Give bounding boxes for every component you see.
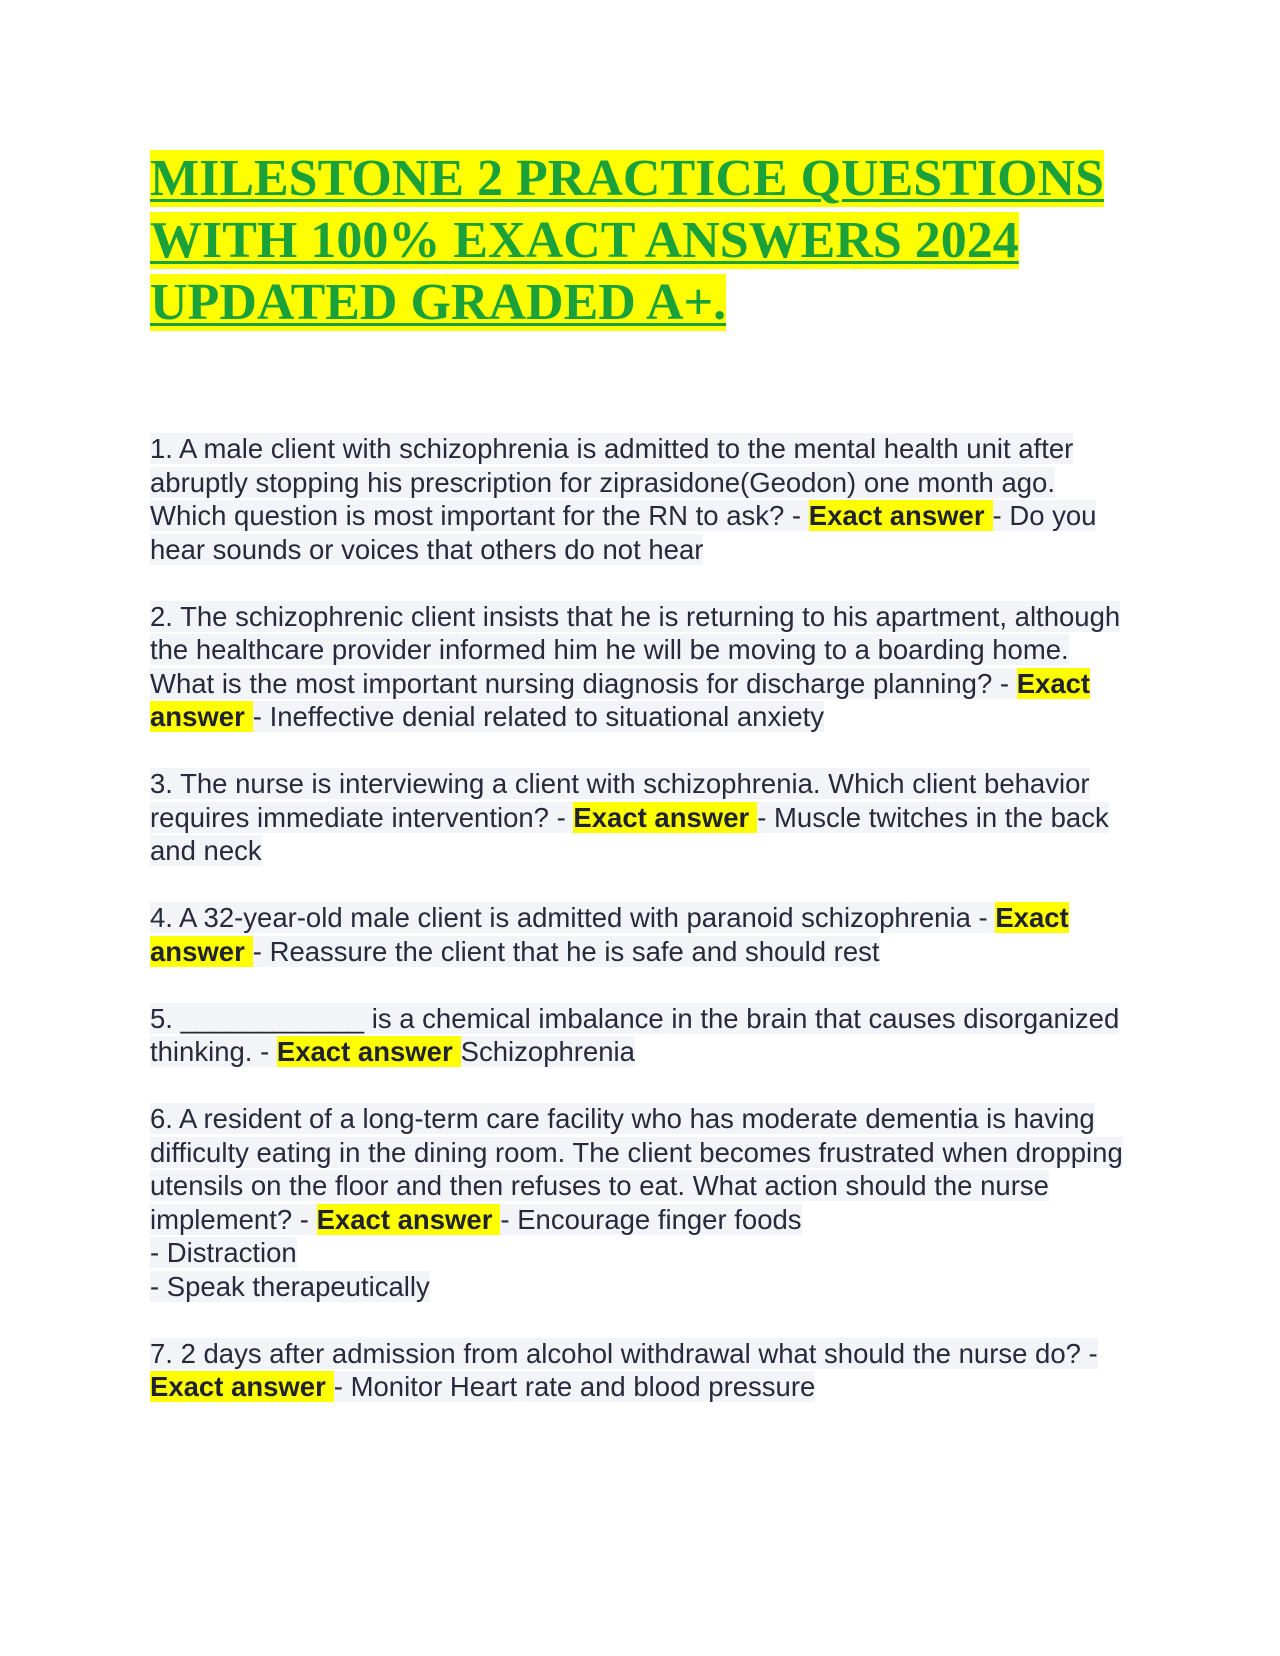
question-1 <box>150 432 1130 566</box>
document-title <box>150 148 1130 334</box>
question-text: 1. A male client with schizophrenia is admitted to the mental health unit after abruptly stopping his prescription for ziprasidone(Geodon) one month ago. Which question is most important for the RN to ask? - <box>150 433 1074 531</box>
question-list <box>150 432 1130 1404</box>
answer-extra-line <box>150 1236 1130 1270</box>
question-7 <box>150 1337 1130 1404</box>
answer-label: Exact answer <box>317 1204 501 1235</box>
answer-extra-line <box>150 1270 1130 1304</box>
answer-text: - Encourage finger foods <box>500 1203 802 1235</box>
answer-text: - Monitor Heart rate and blood pressure <box>333 1371 816 1402</box>
answer-text: - Muscle twitches in the back and neck <box>150 801 1109 866</box>
question-text: 2. The schizophrenic client insists that he is returning to his apartment, although the healthcare provider informed him he will be moving to a boarding home. What is the most important nursing diagnosis for discharge planning? - <box>150 600 1121 699</box>
answer-label: Exact answer <box>150 902 1069 967</box>
answer-text: - Reassure the client that he is safe and should rest <box>252 935 880 967</box>
question-text: 7. 2 days after admission from alcohol withdrawal what should the nurse do? - <box>150 1337 1098 1369</box>
question-6 <box>150 1102 1130 1303</box>
question-text: 5. ____________ is a chemical imbalance in the brain that causes disorganized thinking. - <box>150 1002 1120 1067</box>
answer-extra-text: - Speak therapeutically <box>150 1270 430 1302</box>
question-text: 6. A resident of a long-term care facility who has moderate dementia is having difficulty eating in the dining room. The client becomes frustrated when dropping utensils on the floor and then refuses to eat. What action should the nurse implement? - <box>150 1103 1123 1235</box>
question-text: 4. A 32-year-old male client is admitted with paranoid schizophrenia - <box>150 902 996 933</box>
document-title-text: MILESTONE 2 PRACTICE QUESTIONS WITH 100% EXACT ANSWERS 2024 UPDATED GRADED A+. <box>150 150 1105 331</box>
answer-label: Exact answer <box>809 500 993 531</box>
answer-extra-text: - Distraction <box>150 1237 297 1268</box>
document-page <box>150 148 1130 1437</box>
question-5 <box>150 1002 1130 1069</box>
answer-label: Exact answer <box>573 802 757 833</box>
answer-text: - Ineffective denial related to situational anxiety <box>252 701 825 732</box>
answer-label: Exact answer <box>150 667 1091 732</box>
question-3 <box>150 767 1130 868</box>
answer-text: Schizophrenia <box>460 1036 635 1067</box>
answer-text: - Do you hear sounds or voices that others do not hear <box>150 500 1097 565</box>
answer-label: Exact answer <box>277 1036 461 1067</box>
answer-label: Exact answer <box>150 1371 334 1402</box>
question-2 <box>150 600 1130 734</box>
question-text: 3. The nurse is interviewing a client with schizophrenia. Which client behavior requires immediate intervention? - <box>150 768 1090 833</box>
question-4 <box>150 901 1130 968</box>
